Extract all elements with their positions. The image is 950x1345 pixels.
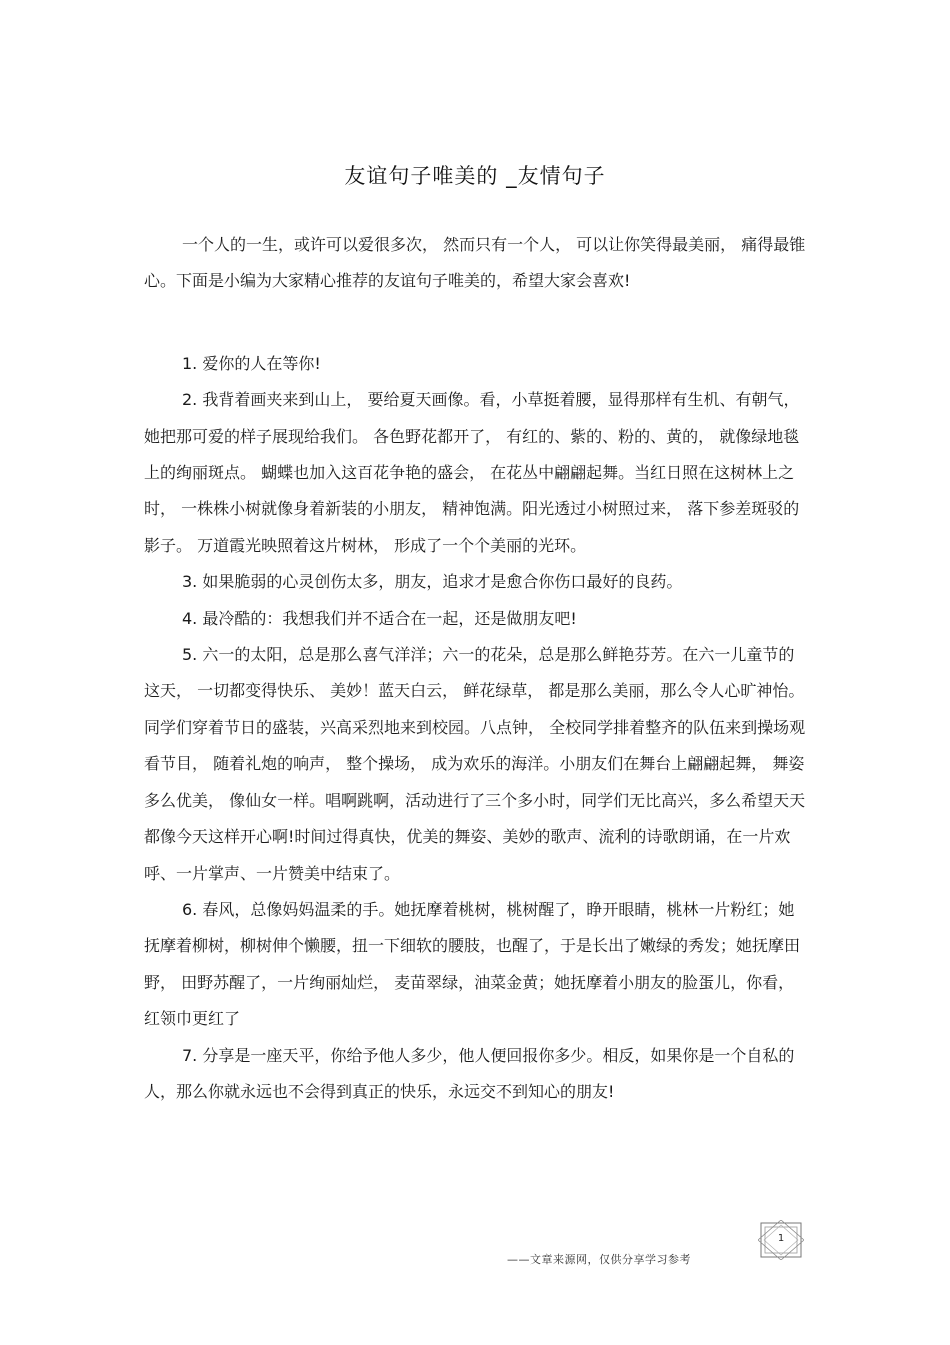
page-number-badge xyxy=(758,1220,804,1260)
source-footer: ——文章来源网，仅供分享学习参考 xyxy=(507,1253,691,1266)
list-item-1: 1. 爱你的人在等你! xyxy=(182,353,321,373)
list-item-6: 6. 春风，总像妈妈温柔的手。她抚摩着桃树，桃树醒了，睁开眼睛，桃林一片粉红；她抚摩着柳树，柳树伸个懒腰，扭一下细软的腰肢，也醒了，于是长出了嫩绿的秀发；她抚摩田野， 田野苏醒了，一片绚丽灿烂， 麦苗翠绿，油菜金黄；她抚摩着小朋友的脸蛋儿，你看，红领巾更红了 xyxy=(144,899,801,1029)
list-item-3: 3. 如果脆弱的心灵创伤太多，朋友，追求才是愈合你伤口最好的良药。 xyxy=(182,572,683,592)
intro-paragraph: 一个人的一生，或许可以爱很多次， 然而只有一个人， 可以让你笑得最美丽， 痛得最锥心。下面是小编为大家精心推荐的友谊句子唯美的，希望大家会喜欢! xyxy=(144,235,806,291)
list-item-4: 4. 最冷酷的：我想我们并不适合在一起，还是做朋友吧! xyxy=(182,608,577,628)
list-item-2: 2. 我背着画夹来到山上， 要给夏天画像。看，小草挺着腰，显得那样有生机、有朝气，她把那可爱的样子展现给我们。 各色野花都开了， 有红的、紫的、粉的、黄的， 就像绿地毯上的绚丽斑点。 蝴蝶也加入这百花争艳的盛会， 在花丛中翩翩起舞。当红日照在这树林上之时， 一株株小树就像身着新装的小朋友， 精神饱满。阳光透过小树照过来， 落下参差斑驳的影子。 万道霞光映照着这片树林， 形成了一个个美丽的光环。 xyxy=(144,390,800,555)
page-number: 1 xyxy=(777,1233,785,1244)
page-title: 友谊句子唯美的 _友情句子 xyxy=(344,164,606,188)
document-body xyxy=(144,227,810,1110)
list-item-5: 5. 六一的太阳，总是那么喜气洋洋；六一的花朵，总是那么鲜艳芬芳。在六一儿童节的这天， 一切都变得快乐、 美妙！蓝天白云， 鲜花绿草， 都是那么美丽，那么令人心旷神怡。同学们穿着节日的盛装，兴高采烈地来到校园。八点钟， 全校同学排着整齐的队伍来到操场观看节目， 随着礼炮的响声， 整个操场， 成为欢乐的海洋。小朋友们在舞台上翩翩起舞， 舞姿多么优美， 像仙女一样。唱啊跳啊，活动进行了三个多小时，同学们无比高兴，多么希望天天都像今天这样开心啊!时间过得真快，优美的舞姿、美妙的歌声、流利的诗歌朗诵，在一片欢呼、一片掌声、一片赞美中结束了。 xyxy=(144,645,806,883)
list-item-7: 7. 分享是一座天平，你给予他人多少，他人便回报你多少。相反，如果你是一个自私的人，那么你就永远也不会得到真正的快乐，永远交不到知心的朋友! xyxy=(144,1045,795,1101)
